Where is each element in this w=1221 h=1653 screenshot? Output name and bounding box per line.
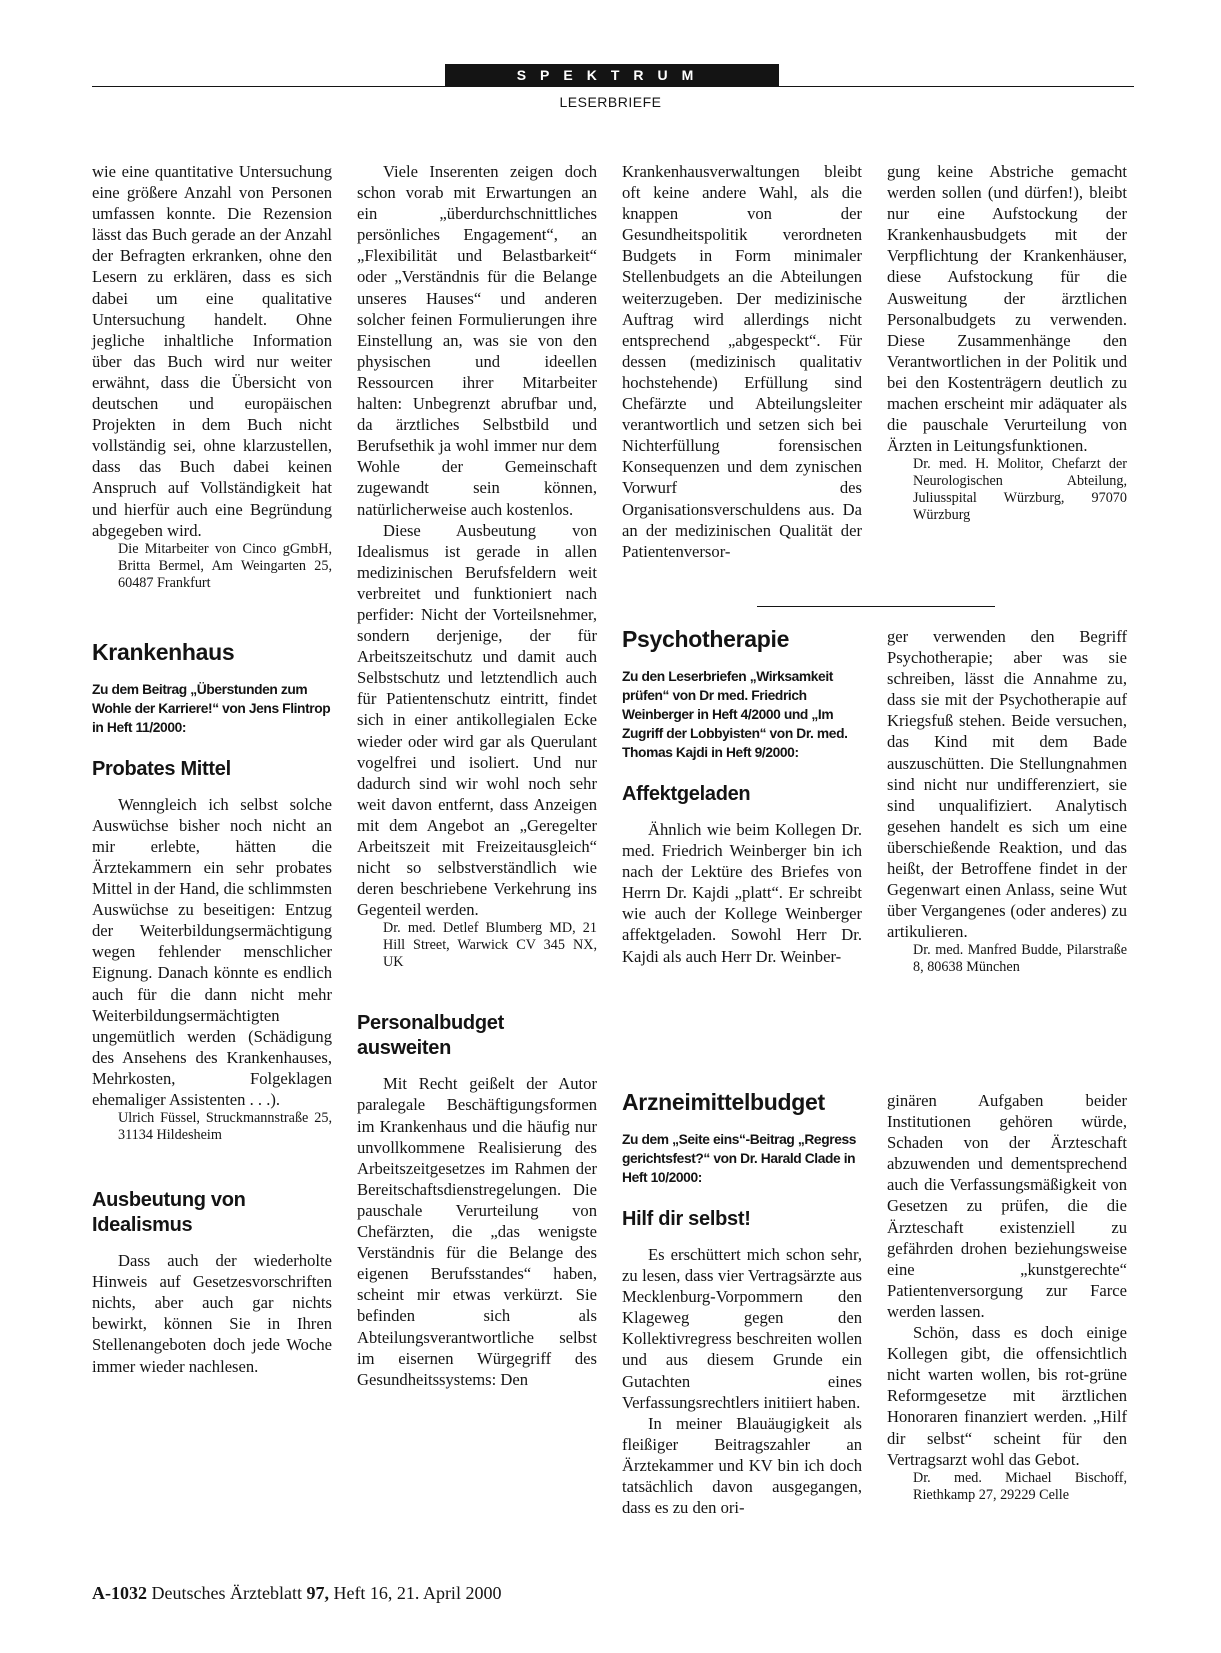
section-divider xyxy=(757,606,995,607)
column-4-arzneimittel xyxy=(887,1090,1127,1504)
subsection-label: LESERBRIEFE xyxy=(559,94,662,110)
column-2 xyxy=(357,161,597,1390)
column-3-arzneimittel xyxy=(622,1088,862,1518)
letter-title: Personalbudget ausweiten xyxy=(357,1012,504,1060)
letter-body: Viele Inserenten zeigen doch schon vorab mit Erwartungen an ein „überdurchschnittliches persönliches Engagement“, an „Flexibilität und Belastbarkeit“ oder „Verständnis für die Belange unseres Hauses“ und anderen solcher feinen Formulierungen ihre Einstellung an, was sie von den physischen und ideellen Ressourcen ihrer Mitarbeiter halten: Unbegrenzt abrufbar und, da ärztliches Selbstbild und Berufsethik ja wohl immer nur dem Wohle der Gemeinschaft zugewandt sein können, natürlicherweise auch kostenlos. xyxy=(357,162,597,519)
letter-body: Diese Ausbeutung von Idealismus ist gerade in allen medizinischen Berufsfeldern weit verbreitet und funktioniert nach perfider: Nicht der Vorteilsnehmer, sondern derjenige, der für Arbeitszeitschutz und damit auch Selbstschutz und letztendlich auch für Patientenschutz eintritt, findet sich in einer antikollegialen Ecke wieder oder wird gar als Querulant vogelfrei und isoliert. Und nur dadurch sind wir wohl noch sehr weit davon entfernt, dass Anzeigen mit dem Angebot an „Geregelter Arbeitszeit mit Freizeitausgleich“ nicht so selbstverständlich wie deren beschriebene Verkehrung ins Gegenteil werden. xyxy=(357,520,597,920)
letter-signature: Dr. med. Michael Bischoff, Riethkamp 27, 29229 Celle xyxy=(913,1469,1127,1503)
letter-continuation: gung keine Abstriche gemacht werden sollen (und dürfen!), bleibt nur eine Aufstockung der Krankenhausbudgets mit der Verpflichtung der Krankenhäuser, diese Aufstockung für die Ausweitung der ärztlichen Personalbudgets zu verwenden. Diese Zusammenhänge den Verantwortlichen in der Politik und bei den Kostenträgern deutlich zu machen erscheint mir adäquater als die pauschale Verurteilung von Ärzten in Leitungsfunktionen. xyxy=(887,162,1127,456)
column-4-psychotherapie xyxy=(887,626,1127,976)
section-reference: Zu den Leserbriefen „Wirksamkeit prüfen“ von Dr med. Friedrich Weinberger in Heft 4/2000 und „Im Zugriff der Lobbyisten“ von Dr. med. Thomas Kajdi in Heft 9/2000: xyxy=(622,669,848,760)
letter-body: Es erschüttert mich schon sehr, zu lesen, dass vier Vertragsärzte aus Mecklenburg-Vorpommern den Klageweg gegen den Kollektivregress beschreiten wollen und aus diesem Grunde ein Gutachten eines Verfassungsrechtlers initiiert haben. xyxy=(622,1245,862,1412)
letter-continuation: wie eine quantitative Untersuchung eine größere Anzahl von Personen umfassen konnte. Die Rezension lässt das Buch gerade an der Anzahl der Befragten erkranken, ohne den Lesern zu erklären, dass es sich dabei um eine qualitative Untersuchung handelt. Ohne jegliche inhaltliche Information über das Buch wird nur weiter erwähnt, dass die Übersicht von deutschen und europäischen Projekten in dem Buch nicht vollständig sei, ohne klarzustellen, dass das Buch dabei keinen Anspruch auf Vollständigkeit hat und hierfür auch eine Begründung abgegeben wird. xyxy=(92,162,332,540)
page-footer xyxy=(92,1583,501,1604)
letter-body: In meiner Blauäugigkeit als fleißiger Beitragszahler an Ärztekammer und KV bin ich doch tatsächlich davon ausgegangen, dass es zu den ori- xyxy=(622,1413,862,1518)
letter-continuation: ginären Aufgaben beider Institutionen gehören würde, Schaden von der Ärzteschaft abzuwenden und dementsprechend auch die Verfassungsmäßigkeit von Gesetzen zu prüfen, die die Ärzteschaft existenziell zu gefährden drohen beziehungsweise eine „kunstgerechte“ Patientenversorgung zur Farce werden lassen. xyxy=(887,1091,1127,1321)
journal-volume: 97, xyxy=(306,1583,329,1603)
column-4 xyxy=(887,161,1127,524)
column-3-psychotherapie xyxy=(622,625,862,967)
letter-body: Dass auch der wiederholte Hinweis auf Gesetzesvorschriften nichts, aber auch gar nichts bewirkt, können Sie in Ihren Stellenangeboten doch jede Woche immer wieder nachlesen. xyxy=(92,1251,332,1376)
section-reference: Zu dem Beitrag „Überstunden zum Wohle der Karriere!“ von Jens Flintrop in Heft 11/2000: xyxy=(92,681,331,735)
letter-body: Mit Recht geißelt der Autor paralegale Beschäftigungsformen im Krankenhaus und die häufig nur unvollkommene Realisierung des Arbeitszeitgesetzes im Rahmen der Bereitschaftsdienstregelungen. Die pauschale Verurteilung von Chefärzten, die „das wenigste Verständnis für die Belange des eigenen Berufsstandes“ haben, scheint mir etwas verkürzt. Sie befinden sich als Abteilungsverantwortliche selbst im eisernen Würgegriff des Gesundheitssystems: Den xyxy=(357,1074,597,1389)
section-header: SPEKTRUM xyxy=(445,64,779,87)
letter-continuation: ger verwenden den Begriff Psychotherapie; aber was sie schreiben, lässt die Annahme zu, dass sie mit der Psychotherapie auf Kriegsfuß stehen. Beide versuchen, das Kind mit dem Bade auszuschütten. Die Stellungnahmen sind nicht nur undifferenziert, sie sind unqualifiziert. Analytisch gesehen handelt es sich um eine überschießende Reaktion, und das heißt, der Betroffene findet in der Gegenwart einen Anlass, seine Wut über Vergangenes (oder anderes) zu artikulieren. xyxy=(887,627,1127,942)
letter-signature: Dr. med. H. Molitor, Chefarzt der Neurologischen Abteilung, Juliusspital Würzburg, 97070 Würzburg xyxy=(913,456,1127,524)
letter-title: Affektgeladen xyxy=(622,783,751,805)
page-number: A-1032 xyxy=(92,1583,147,1603)
letter-body: Schön, dass es doch einige Kollegen gibt, die offensichtlich nicht warten wollen, bis rot-grüne Reformgesetze mit ärztlichen Honoraren finanziert werden. „Hilf dir selbst“ scheint für den Vertragsarzt wohl das Gebot. xyxy=(887,1323,1127,1469)
letter-title: Probates Mittel xyxy=(92,757,231,780)
letter-signature: Die Mitarbeiter von Cinco gGmbH, Britta Bermel, Am Weingarten 25, 60487 Frankfurt xyxy=(118,540,332,591)
letter-title: Ausbeutung von Idealismus xyxy=(92,1189,246,1237)
letter-body: Ähnlich wie beim Kollegen Dr. med. Friedrich Weinberger bin ich nach der Lektüre des Briefes von Herrn Dr. Kajdi „platt“. Er schreibt wie auch der Kollege Weinberger affektgeladen. Sowohl Herr Dr. Kajdi als auch Herr Dr. Weinber- xyxy=(622,820,862,966)
letter-continuation: Krankenhausverwaltungen bleibt oft keine andere Wahl, als die knappen von der Gesundheitspolitik verordneten Budgets in Form minimaler Stellenbudgets an die Abteilungen weiterzugeben. Der medizinische Auftrag wird allerdings nicht entsprechend „abgespeckt“. Für dessen (medizinisch qualitativ hochstehende) Erfüllung sind Chefärzte und Abteilungsleiter verantwortlich und setzen sich bei Nichterfüllung forensischen Konsequenzen und dem zynischen Vorwurf des Organisationsverschuldens aus. Da an der medizinischen Qualität der Patientenversor- xyxy=(622,162,862,561)
section-title-psychotherapie: Psychotherapie xyxy=(622,626,790,652)
section-title-arzneimittelbudget: Arzneimittelbudget xyxy=(622,1089,825,1115)
column-1 xyxy=(92,161,332,1377)
journal-name: Deutsches Ärzteblatt xyxy=(151,1583,302,1603)
journal-issue: Heft 16, 21. April 2000 xyxy=(333,1583,502,1603)
letter-signature: Dr. med. Manfred Budde, Pilarstraße 8, 80638 München xyxy=(913,942,1127,976)
section-reference: Zu dem „Seite eins“-Beitrag „Regress gerichtsfest?“ von Dr. Harald Clade in Heft 10/2000: xyxy=(622,1132,857,1185)
letter-signature: Ulrich Füssel, Struckmannstraße 25, 31134 Hildesheim xyxy=(118,1110,332,1144)
letter-body: Wenngleich ich selbst solche Auswüchse bisher noch nicht an mir erlebte, hätten die Ärztekammern ein sehr probates Mittel in der Hand, die schlimmsten Auswüchse zu beseitigen: Entzug der Weiterbildungsermächtigung wegen fehlender menschlicher Eignung. Danach könnte es endlich auch für die dann nicht mehr Weiterbildungsermächtigten ungemütlich werden (Schädigung des Ansehens des Krankenhauses, Mehrkosten, Folgeklagen ehemaliger Assistenten . . .). xyxy=(92,794,332,1109)
letter-title: Hilf dir selbst! xyxy=(622,1208,751,1230)
header-rule xyxy=(92,86,1134,87)
column-3 xyxy=(622,161,862,562)
section-title-krankenhaus: Krankenhaus xyxy=(92,638,235,665)
letter-signature: Dr. med. Detlef Blumberg MD, 21 Hill Street, Warwick CV 345 NX, UK xyxy=(383,920,597,971)
